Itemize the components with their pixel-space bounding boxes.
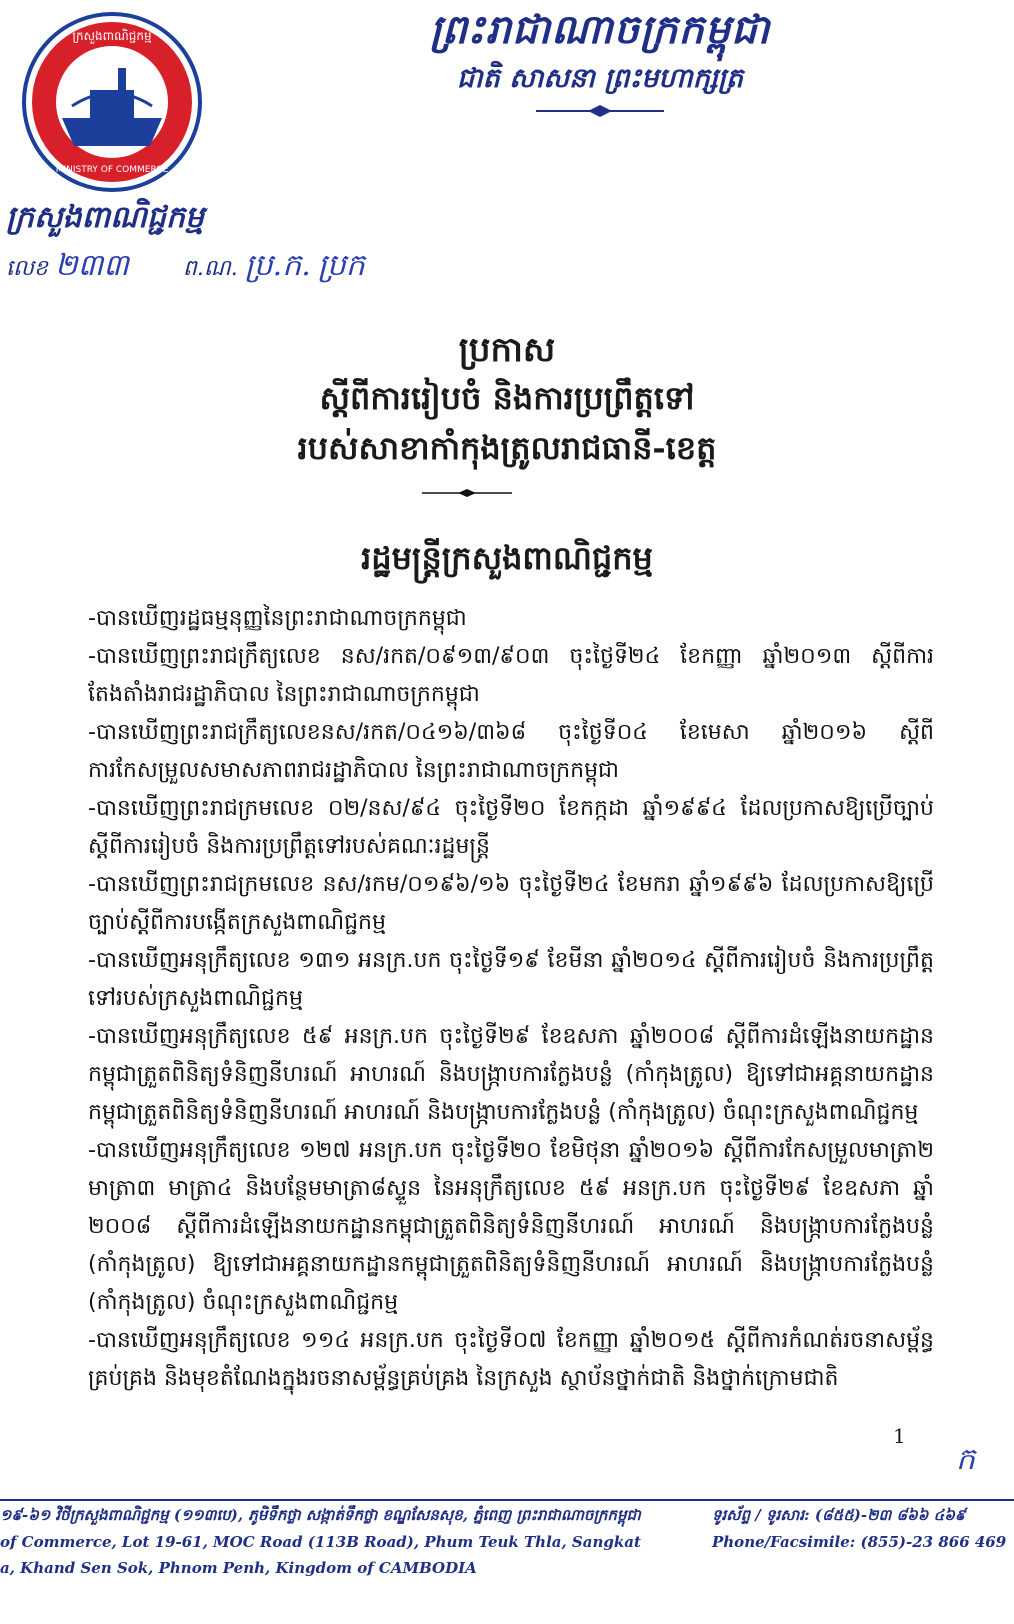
kingdom-motto: ជាតិ សាសនា ព្រះមហាក្សត្រ [456,63,744,94]
logo-subtext: MINISTRY OF COMMERCE [55,165,169,175]
clause-item: -បានឃើញព្រះរាជក្រឹត្យលេខ នស/រកត/០៩១៣/៩០៣ ចុះថ្ងៃទី២៤ ខែកញ្ញា ឆ្នាំ២០១៣ ស្តីពីការតែងតាំងរាជរដ្ឋាភិបាល នៃព្រះរាជាណាចក្រកម្ពុជា [88,644,934,707]
issuer-title: រដ្ឋមន្ត្រីក្រសួងពាណិជ្ជកម្ម [361,539,653,577]
footer-phone-english: Phone/Facsimile: (855)-23 866 469 [712,1533,1007,1551]
clause-item: -បានឃើញអនុក្រឹត្យលេខ ១១៤ អនក្រ.បក ចុះថ្ងៃទី០៧ ខែកញ្ញា ឆ្នាំ២០១៥ ស្តីពីការកំណត់រចនាសម្ព័ន្ធគ្រប់គ្រង និងមុខតំណែងក្នុងរចនាសម្ព័ន្ធគ្រប់គ្រង នៃក្រសួង ស្ថាប័នថ្នាក់ជាតិ និងថ្នាក់ក្រោមជាតិ [88,1328,934,1391]
document-subject-line-1: ស្តីពីការរៀបចំ និងការប្រព្រឹត្តទៅ [319,379,695,417]
document-subject-line-2: របស់សាខាកាំកុងត្រូលរាជធានី-ខេត្ត [297,429,717,467]
footer-divider [0,1499,1014,1501]
logo-text: ក្រសួងពាណិជ្ជកម្ម [72,29,152,43]
clause-item: -បានឃើញអនុក្រឹត្យលេខ ៥៩ អនក្រ.បក ចុះថ្ងៃទី២៩ ខែឧសភា ឆ្នាំ២០០៨ ស្តីពីការដំឡើងនាយកដ្ឋានកម្ពុជាត្រួតពិនិត្យទំនិញនីហរណ៍ អាហរណ៍ និងបង្រ្កាបការក្លែងបន្លំ (កាំកុងត្រូល) ឱ្យទៅជាអគ្គនាយកដ្ឋានកម្ពុជាត្រួតពិនិត្យទំនិញនីហរណ៍ អាហរណ៍ និងបង្រ្កាបការក្លែងបន្លំ (កាំកុងត្រូល) ចំណុះក្រសួងពាណិជ្ជកម្ម [88,1024,934,1125]
footer-address-english-line-2: a, Khand Sen Sok, Phnom Penh, Kingdom of CAMBODIA [0,1559,477,1577]
ref-code: ប្រ.ក. [244,248,311,283]
clause-item: -បានឃើញអនុក្រឹត្យលេខ ១៣១ អនក្រ.បក ចុះថ្ងៃទី១៩ ខែមីនា ឆ្នាំ២០១៤ ស្តីពីការរៀបចំ និងការប្រព្រឹត្តទៅរបស់ក្រសួងពាណិជ្ជកម្ម [88,948,934,1011]
ministry-name: ក្រសួងពាណិជ្ជកម្ម [6,200,204,235]
clause-item: -បានឃើញរដ្ឋធម្មនុញ្ញនៃព្រះរាជាណាចក្រកម្ពុជា [88,606,467,631]
footer-address-english-line-1: of Commerce, Lot 19-61, MOC Road (113B Road), Phum Teuk Thla, Sangkat [0,1533,641,1551]
ref-org-label: ព.ណ. [182,256,238,281]
footer-phone-khmer: ទូរស័ព្ទ / ទូរសារ: (៨៥៥)-២៣ ៨៦៦ ៤៦៩ [712,1506,966,1524]
clause-list [88,600,934,1398]
clause-item: -បានឃើញអនុក្រឹត្យលេខ ១២៧ អនក្រ.បក ចុះថ្ងៃទី២០ ខែមិថុនា ឆ្នាំ២០១៦ ស្តីពីការកែសម្រួលមាត្រា២ មាត្រា៣ មាត្រា៤ និងបន្ថែមមាត្រា៨ស្ទួន នៃអនុក្រឹត្យលេខ ៥៩ អនក្រ.បក ចុះថ្ងៃទី២៩ ខែឧសភា ឆ្នាំ ២០០៨ ស្តីពីការដំឡើងនាយកដ្ឋានកម្ពុជាត្រួតពិនិត្យទំនិញនីហរណ៍ អាហរណ៍ និងបង្រ្កាបការក្លែងបន្លំ (កាំកុងត្រូល) ឱ្យទៅជាអគ្គនាយកដ្ឋានកម្ពុជាត្រួតពិនិត្យទំនិញនីហរណ៍ អាហរណ៍ និងបង្រ្កាបការក្លែងបន្លំ (កាំកុងត្រូល) ចំណុះក្រសួងពាណិជ្ជកម្ម [88,1138,934,1315]
ref-number: ២៣៣ [54,248,129,283]
ref-year: ប្រក [317,248,365,283]
clause-item: -បានឃើញព្រះរាជក្រមលេខ ០២/នស/៩៤ ចុះថ្ងៃទី២០ ខែកក្កដា ឆ្នាំ១៩៩៤ ដែលប្រកាសឱ្យប្រើច្បាប់ស្តីពីការរៀបចំ និងការប្រព្រឹត្តទៅរបស់គណៈរដ្ឋមន្ត្រី [88,796,934,859]
document-type: ប្រកាស [458,330,556,370]
footer-address-khmer: ១៩-៦១ វិថីក្រសួងពាណិជ្ជកម្ម (១១៣បេ), ភូមិទឹកថ្លា សង្កាត់ទឹកថ្លា ខណ្ឌសែនសុខ, ភ្នំពេញ ព្រះរាជាណាចក្រកម្ពុជា [0,1506,641,1524]
clause-item: -បានឃើញព្រះរាជក្រឹត្យលេខនស/រកត/០៤១៦/៣៦៨ ចុះថ្ងៃទី០៤ ខែមេសា ឆ្នាំ២០១៦ ស្តីពីការកែសម្រួលសមាសភាពរាជរដ្ឋាភិបាល នៃព្រះរាជាណាចក្រកម្ពុជា [88,720,934,783]
reference-line [6,246,365,290]
clause-item: -បានឃើញព្រះរាជក្រមលេខ នស/រកម/០១៩៦/១៦ ចុះថ្ងៃទី២៤ ខែមករា ឆ្នាំ១៩៩៦ ដែលប្រកាសឱ្យប្រើច្បាប់ស្តីពីការបង្កើតក្រសួងពាណិជ្ជកម្ម [88,872,934,935]
page-number: 1 [893,1424,906,1448]
kingdom-title: ព្រះរាជាណាចក្រកម្ពុជា [429,6,771,53]
ornament-divider-icon [536,104,664,118]
margin-initial-mark: ក [956,1442,976,1477]
ref-label: លេខ [6,256,48,281]
ministry-logo [20,10,205,195]
title-divider-icon [422,488,512,498]
